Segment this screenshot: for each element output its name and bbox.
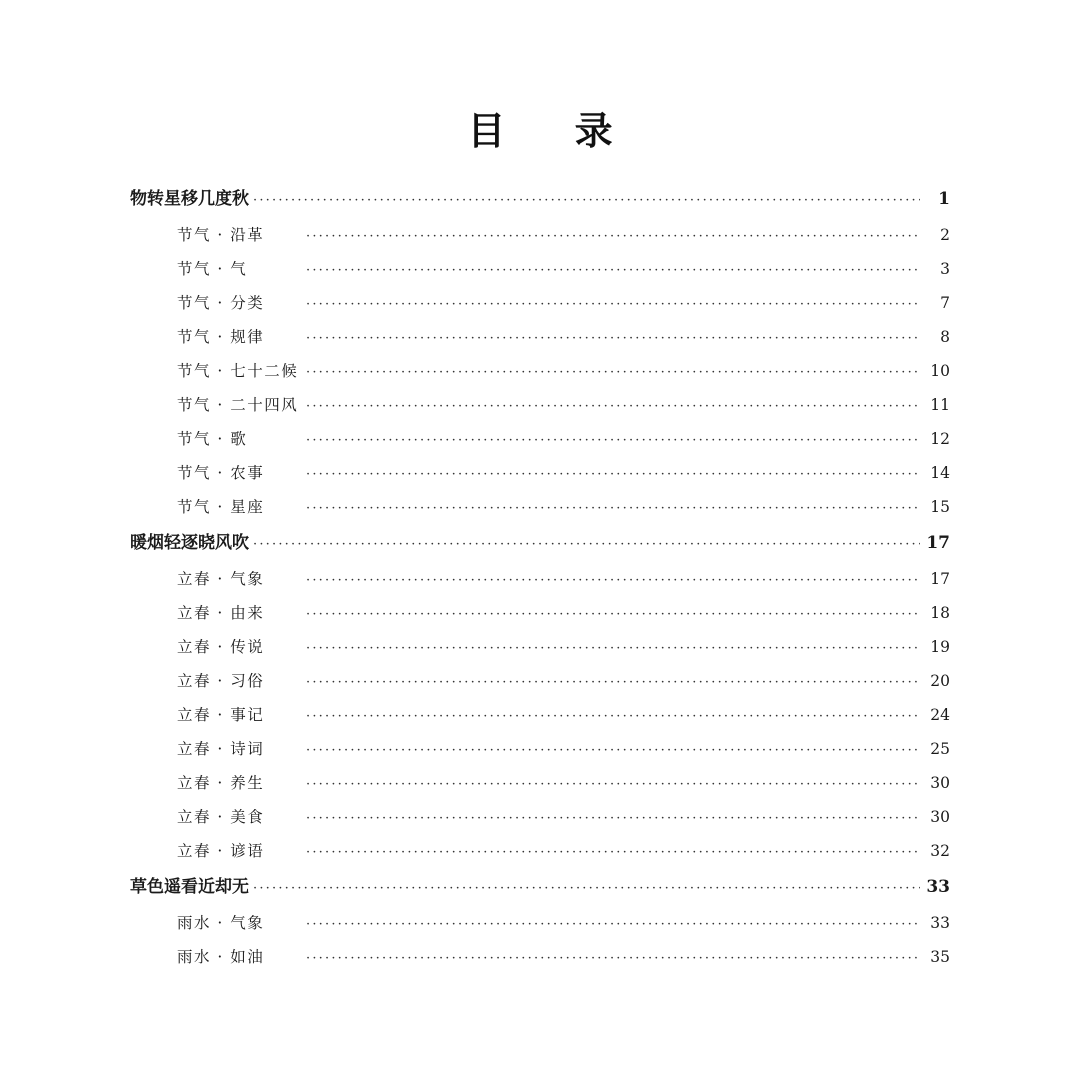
toc-section-entry[interactable] <box>130 630 950 664</box>
toc-section-entry[interactable] <box>130 732 950 766</box>
toc-entry-page-number: 18 <box>930 604 950 622</box>
dot-leader <box>306 942 920 976</box>
dot-leader <box>306 356 920 390</box>
toc-entry-title: 节气 · 分类 <box>177 294 265 312</box>
toc-chapter-entry[interactable] <box>130 180 950 218</box>
toc-entry-title: 雨水 · 如油 <box>177 948 265 966</box>
toc-entry-page-number: 17 <box>926 533 950 553</box>
toc-entry-title: 节气 · 歌 <box>177 430 248 448</box>
toc-entry-title: 立春 · 养生 <box>177 774 265 792</box>
toc-section-entry[interactable] <box>130 286 950 320</box>
toc-entry-title: 立春 · 诗词 <box>177 740 265 758</box>
toc-entry-title: 节气 · 气 <box>177 260 248 278</box>
dot-leader <box>306 564 920 598</box>
toc-entry-page-number: 32 <box>930 842 950 860</box>
toc-entry-title: 立春 · 气象 <box>177 570 265 588</box>
toc-section-entry[interactable] <box>130 252 950 286</box>
toc-entry-page-number: 20 <box>930 672 950 690</box>
toc-section-entry[interactable] <box>130 664 950 698</box>
toc-entry-page-number: 8 <box>940 328 950 346</box>
toc-entry-title: 暖烟轻逐晓风吹 <box>130 533 249 553</box>
toc-entry-page-number: 35 <box>930 948 950 966</box>
toc-section-entry[interactable] <box>130 906 950 940</box>
toc-entry-page-number: 12 <box>930 430 950 448</box>
toc-entry-title: 节气 · 规律 <box>177 328 265 346</box>
toc-section-entry[interactable] <box>130 940 950 974</box>
dot-leader <box>306 598 920 632</box>
toc-entry-title: 物转星移几度秋 <box>130 189 249 209</box>
dot-leader <box>306 424 920 458</box>
dot-leader <box>306 492 920 526</box>
toc-section-entry[interactable] <box>130 218 950 252</box>
dot-leader <box>306 322 920 356</box>
toc-entry-page-number: 14 <box>930 464 950 482</box>
toc-section-entry[interactable] <box>130 596 950 630</box>
toc-entry-page-number: 11 <box>930 396 950 414</box>
toc-entry-page-number: 7 <box>940 294 950 312</box>
toc-entry-title: 节气 · 农事 <box>177 464 265 482</box>
toc-entry-page-number: 33 <box>926 877 950 897</box>
dot-leader <box>306 802 920 836</box>
toc-entry-page-number: 15 <box>930 498 950 516</box>
toc-entry-page-number: 19 <box>930 638 950 656</box>
toc-section-entry[interactable] <box>130 354 950 388</box>
toc-entry-page-number: 24 <box>930 706 950 724</box>
toc-entry-title: 草色遥看近却无 <box>130 877 249 897</box>
toc-chapter-entry[interactable] <box>130 524 950 562</box>
toc-entry-page-number: 10 <box>930 362 950 380</box>
dot-leader <box>306 458 920 492</box>
toc-entry-title: 立春 · 事记 <box>177 706 265 724</box>
toc-entry-title: 节气 · 七十二候 <box>177 362 299 380</box>
toc-entry-page-number: 30 <box>930 808 950 826</box>
toc-entry-page-number: 25 <box>930 740 950 758</box>
toc-section-entry[interactable] <box>130 422 950 456</box>
toc-section-entry[interactable] <box>130 834 950 868</box>
dot-leader <box>306 908 920 942</box>
dot-leader <box>306 768 920 802</box>
table-of-contents <box>130 180 950 974</box>
dot-leader <box>306 700 920 734</box>
dot-leader <box>306 254 920 288</box>
toc-entry-page-number: 30 <box>930 774 950 792</box>
toc-entry-title: 立春 · 习俗 <box>177 672 265 690</box>
page-title: 目 录 <box>467 109 641 153</box>
dot-leader <box>306 666 920 700</box>
toc-entry-title: 节气 · 沿革 <box>177 226 265 244</box>
toc-entry-title: 立春 · 传说 <box>177 638 265 656</box>
dot-leader <box>253 182 920 220</box>
toc-entry-page-number: 3 <box>940 260 950 278</box>
toc-section-entry[interactable] <box>130 456 950 490</box>
toc-entry-page-number: 33 <box>930 914 950 932</box>
toc-chapter-entry[interactable] <box>130 868 950 906</box>
toc-entry-page-number: 1 <box>938 189 950 209</box>
toc-entry-title: 立春 · 美食 <box>177 808 265 826</box>
dot-leader <box>306 220 920 254</box>
toc-entry-page-number: 2 <box>940 226 950 244</box>
toc-entry-title: 雨水 · 气象 <box>177 914 265 932</box>
toc-entry-title: 立春 · 谚语 <box>177 842 265 860</box>
dot-leader <box>253 870 920 908</box>
toc-section-entry[interactable] <box>130 490 950 524</box>
dot-leader <box>306 836 920 870</box>
dot-leader <box>306 734 920 768</box>
toc-section-entry[interactable] <box>130 320 950 354</box>
toc-entry-title: 节气 · 星座 <box>177 498 265 516</box>
toc-entry-title: 节气 · 二十四风 <box>177 396 299 414</box>
toc-section-entry[interactable] <box>130 698 950 732</box>
toc-entry-page-number: 17 <box>930 570 950 588</box>
toc-section-entry[interactable] <box>130 388 950 422</box>
dot-leader <box>306 288 920 322</box>
dot-leader <box>306 390 920 424</box>
toc-entry-title: 立春 · 由来 <box>177 604 265 622</box>
toc-section-entry[interactable] <box>130 766 950 800</box>
toc-section-entry[interactable] <box>130 562 950 596</box>
toc-section-entry[interactable] <box>130 800 950 834</box>
dot-leader <box>253 526 920 564</box>
dot-leader <box>306 632 920 666</box>
